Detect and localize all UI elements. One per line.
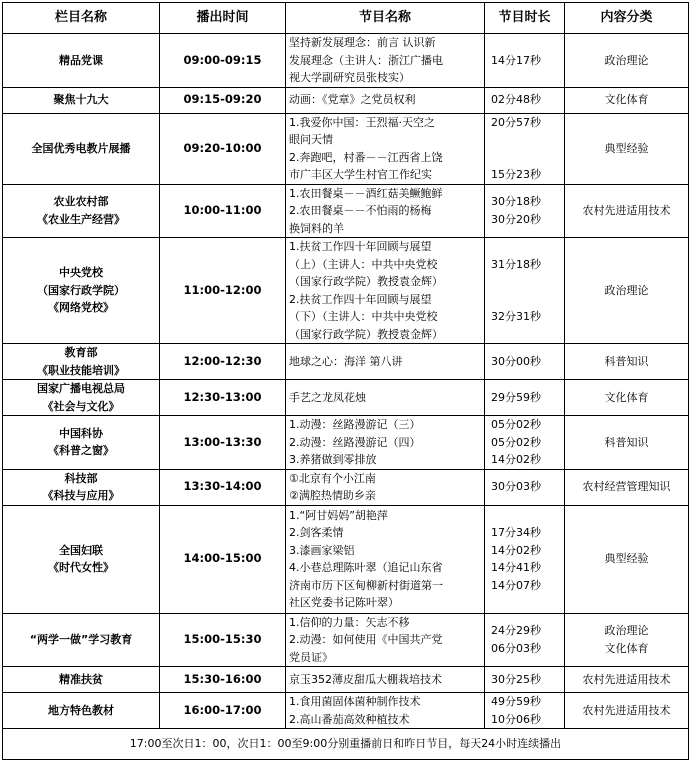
column-name-cell <box>3 416 160 470</box>
duration-line: 29分59秒 <box>491 390 541 404</box>
program-name-cell <box>286 87 485 113</box>
table-row <box>3 238 689 344</box>
duration-line: 14分02秒 <box>491 543 541 557</box>
duration-line: 49分59秒 <box>491 695 541 708</box>
duration-line: 31分18秒 <box>491 257 541 271</box>
column-name-line: 全国优秀电教片展播 <box>31 141 131 155</box>
category-line: 科普知识 <box>604 354 649 368</box>
air-time-cell: 15:30-16:00 <box>160 667 286 693</box>
program-line: 1.动漫：丝路漫游记（三） <box>289 418 421 431</box>
header-category: 内容分类 <box>565 3 689 34</box>
column-name-line: 《农业生产经营》 <box>37 212 125 226</box>
column-name-cell <box>3 87 160 113</box>
program-name-cell <box>286 113 485 184</box>
duration-cell <box>485 416 565 470</box>
column-name-cell <box>3 469 160 505</box>
category-line: 政治理论 <box>604 283 649 297</box>
column-name-line: 精品党课 <box>59 53 103 67</box>
duration-line <box>491 273 564 291</box>
category-cell <box>565 87 689 113</box>
column-name-line: “两学一做”学习教育 <box>29 633 133 646</box>
table-row <box>3 469 689 505</box>
duration-line: 24分29秒 <box>491 624 541 638</box>
column-name-cell <box>3 34 160 88</box>
air-time-cell: 12:30-13:00 <box>160 380 286 416</box>
category-line: 科普知识 <box>604 435 649 449</box>
program-line: 党员证》 <box>289 650 333 664</box>
duration-line: 30分25秒 <box>491 672 541 686</box>
program-name-cell <box>286 667 485 693</box>
program-line: 2.奔跑吧，村番－－江西省上饶 <box>289 150 443 164</box>
category-cell <box>565 667 689 693</box>
column-name-cell <box>3 344 160 380</box>
column-name-line: 农业农村部 <box>53 195 109 209</box>
program-line: （国家行政学院）教授袁金辉） <box>289 275 443 288</box>
column-name-line: 国家广播电视总局 <box>37 382 125 395</box>
duration-line: 14分41秒 <box>491 561 541 574</box>
program-name-cell <box>286 416 485 470</box>
table-row <box>3 87 689 113</box>
program-line: ②满腔热情助乡亲 <box>289 489 376 502</box>
schedule-table <box>2 2 689 760</box>
table-row <box>3 613 689 667</box>
air-time-cell: 16:00-17:00 <box>160 693 286 729</box>
duration-line: 30分03秒 <box>491 480 541 494</box>
duration-cell <box>485 505 565 613</box>
program-name-cell <box>286 184 485 238</box>
column-name-cell <box>3 113 160 184</box>
header-program-name: 节目名称 <box>286 3 485 34</box>
table-row <box>3 344 689 380</box>
category-cell <box>565 613 689 667</box>
column-name-line: 《网络党校》 <box>48 301 114 315</box>
table-row <box>3 34 689 88</box>
program-line: 2.动漫：丝路漫游记（四） <box>289 435 421 449</box>
table-row <box>3 693 689 729</box>
category-cell <box>565 184 689 238</box>
column-name-cell <box>3 505 160 613</box>
category-cell <box>565 238 689 344</box>
air-time-cell: 15:00-15:30 <box>160 613 286 667</box>
program-line: 1.扶贫工作四十年回顾与展望 <box>289 240 432 253</box>
column-name-cell <box>3 380 160 416</box>
column-name-line: 《职业技能培训》 <box>37 363 125 377</box>
column-name-line: 《科普之窗》 <box>48 444 114 458</box>
duration-line: 30分00秒 <box>491 354 541 368</box>
column-name-line: 中国科协 <box>59 426 103 440</box>
header-duration: 节目时长 <box>485 3 565 34</box>
duration-line: 05分02秒 <box>491 435 541 449</box>
header-air-time: 播出时间 <box>160 3 286 34</box>
program-line: 社区党委书记陈叶翠） <box>289 596 399 609</box>
duration-cell <box>485 613 565 667</box>
program-line: ①北京有个小江南 <box>289 471 376 485</box>
program-name-cell <box>286 238 485 344</box>
program-line: 2.剑客柔情 <box>289 526 344 539</box>
program-line: 1.信仰的力量：矢志不移 <box>289 615 410 629</box>
column-name-cell <box>3 238 160 344</box>
program-line: （上）（主讲人：中共中央党校 <box>289 257 438 271</box>
duration-line: 10分06秒 <box>491 712 541 726</box>
header-column-name: 栏目名称 <box>3 3 160 34</box>
program-line: 市广丰区大学生村官工作纪实 <box>289 168 432 181</box>
duration-cell <box>485 184 565 238</box>
duration-cell <box>485 87 565 113</box>
duration-cell <box>485 238 565 344</box>
program-line: 换饲料的羊 <box>289 221 344 235</box>
program-name-cell <box>286 469 485 505</box>
category-cell <box>565 380 689 416</box>
duration-cell <box>485 34 565 88</box>
program-line: 1.农田餐桌－－酒红菇美鳜鲍鲜 <box>289 186 443 200</box>
category-line: 政治理论 <box>604 53 649 67</box>
category-line: 农村先进适用技术 <box>582 672 671 686</box>
air-time-cell: 09:15-09:20 <box>160 87 286 113</box>
category-cell <box>565 693 689 729</box>
table-row <box>3 113 689 184</box>
program-line: 2.高山番茄高效种植技术 <box>289 712 410 726</box>
column-name-line: 教育部 <box>64 346 98 359</box>
program-line: 动画：《党章》之党员权利 <box>289 93 416 107</box>
category-line: 农村先进适用技术 <box>582 204 671 217</box>
category-cell <box>565 113 689 184</box>
duration-line: 14分07秒 <box>491 578 541 592</box>
program-name-cell <box>286 344 485 380</box>
program-name-cell <box>286 34 485 88</box>
duration-line: 32分31秒 <box>491 310 541 323</box>
category-cell <box>565 469 689 505</box>
program-name-cell <box>286 693 485 729</box>
air-time-cell: 11:00-12:00 <box>160 238 286 344</box>
column-name-line: 聚焦十九大 <box>53 93 109 107</box>
program-line: 手艺之龙凤花烛 <box>289 390 366 404</box>
column-name-line: 精准扶贫 <box>59 672 103 686</box>
column-name-line: 《社会与文化》 <box>42 399 120 413</box>
category-line: 政治理论 <box>604 624 649 638</box>
duration-line <box>491 149 564 167</box>
program-line: 2.农田餐桌－－不怕雨的杨梅 <box>289 204 432 217</box>
category-line: 典型经验 <box>604 141 649 155</box>
category-line: 文化体育 <box>604 390 649 404</box>
category-cell <box>565 344 689 380</box>
table-row <box>3 416 689 470</box>
column-name-line: （国家行政学院） <box>37 283 125 297</box>
duration-line <box>491 131 564 149</box>
air-time-cell: 10:00-11:00 <box>160 184 286 238</box>
air-time-cell: 09:00-09:15 <box>160 34 286 88</box>
program-name-cell <box>286 380 485 416</box>
program-line: （下）（主讲人：中共中央党校 <box>289 310 438 323</box>
program-line: 1.我爱你中国：王烈福·天空之 <box>289 115 435 129</box>
program-line: 1.“阿甘妈妈”胡艳萍 <box>289 508 388 522</box>
air-time-cell: 13:00-13:30 <box>160 416 286 470</box>
category-cell <box>565 505 689 613</box>
duration-line: 06分03秒 <box>491 641 541 655</box>
column-name-line: 地方特色教材 <box>48 703 114 717</box>
header-row <box>3 3 689 34</box>
program-line: 2.动漫：如何使用《中国共产党 <box>289 633 443 646</box>
duration-cell <box>485 469 565 505</box>
table-row <box>3 667 689 693</box>
air-time-cell: 09:20-10:00 <box>160 113 286 184</box>
program-line: 京玉352薄皮甜瓜大棚栽培技术 <box>289 672 442 686</box>
column-name-cell <box>3 184 160 238</box>
column-name-line: 全国妇联 <box>59 543 103 557</box>
program-line: （国家行政学院）教授袁金辉） <box>289 327 443 341</box>
category-line: 农村先进适用技术 <box>582 703 671 717</box>
rebroadcast-note: 17:00至次日1：00，次日1：00至9:00分别重播前日和昨日节目，每天24小时连续播出 <box>3 729 689 760</box>
program-line: 眼问天情 <box>289 133 333 146</box>
duration-line: 20分57秒 <box>491 115 541 129</box>
program-line: 2.扶贫工作四十年回顾与展望 <box>289 292 432 306</box>
duration-line: 05分02秒 <box>491 418 541 431</box>
duration-line: 17分34秒 <box>491 526 541 539</box>
duration-line <box>491 291 564 309</box>
program-line: 坚持新发展理念：前言 认识新 <box>289 36 436 49</box>
air-time-cell: 14:00-15:00 <box>160 505 286 613</box>
duration-line: 14分02秒 <box>491 453 541 466</box>
duration-line: 14分17秒 <box>491 53 541 67</box>
program-name-cell <box>286 505 485 613</box>
category-line: 典型经验 <box>604 552 649 566</box>
column-name-cell <box>3 693 160 729</box>
category-cell <box>565 416 689 470</box>
program-line: 视大学副研究员张枝实） <box>289 71 410 84</box>
duration-cell <box>485 380 565 416</box>
duration-cell <box>485 667 565 693</box>
column-name-line: 科技部 <box>64 471 98 485</box>
category-cell <box>565 34 689 88</box>
duration-line: 30分20秒 <box>491 212 541 226</box>
program-line: 地球之心：海洋 第八讲 <box>289 354 403 368</box>
table-row <box>3 505 689 613</box>
air-time-cell: 13:30-14:00 <box>160 469 286 505</box>
duration-cell <box>485 693 565 729</box>
air-time-cell: 12:00-12:30 <box>160 344 286 380</box>
table-row <box>3 184 689 238</box>
program-line: 3.养猪做到零排放 <box>289 453 377 466</box>
category-line: 文化体育 <box>604 641 649 655</box>
program-line: 3.漆画家梁铝 <box>289 543 355 557</box>
program-line: 济南市历下区甸柳新村街道第一 <box>289 578 443 592</box>
duration-line: 30分18秒 <box>491 195 541 209</box>
column-name-cell <box>3 667 160 693</box>
column-name-line: 《时代女性》 <box>48 561 114 574</box>
program-name-cell <box>286 613 485 667</box>
program-line: 1.食用菌固体菌种制作技术 <box>289 695 421 708</box>
column-name-cell <box>3 613 160 667</box>
duration-line: 02分48秒 <box>491 93 541 107</box>
program-line: 发展理念（主讲人：浙江广播电 <box>289 53 443 67</box>
column-name-line: 《科技与应用》 <box>42 489 120 502</box>
footer-row <box>3 729 689 760</box>
table-row <box>3 380 689 416</box>
duration-cell <box>485 113 565 184</box>
duration-line: 15分23秒 <box>491 168 541 181</box>
duration-cell <box>485 344 565 380</box>
category-line: 农村经营管理知识 <box>582 480 671 494</box>
schedule-body <box>3 34 689 729</box>
category-line: 文化体育 <box>604 93 649 107</box>
column-name-line: 中央党校 <box>59 266 103 280</box>
program-line: 4.小巷总理陈叶翠（追记山东省 <box>289 561 443 574</box>
